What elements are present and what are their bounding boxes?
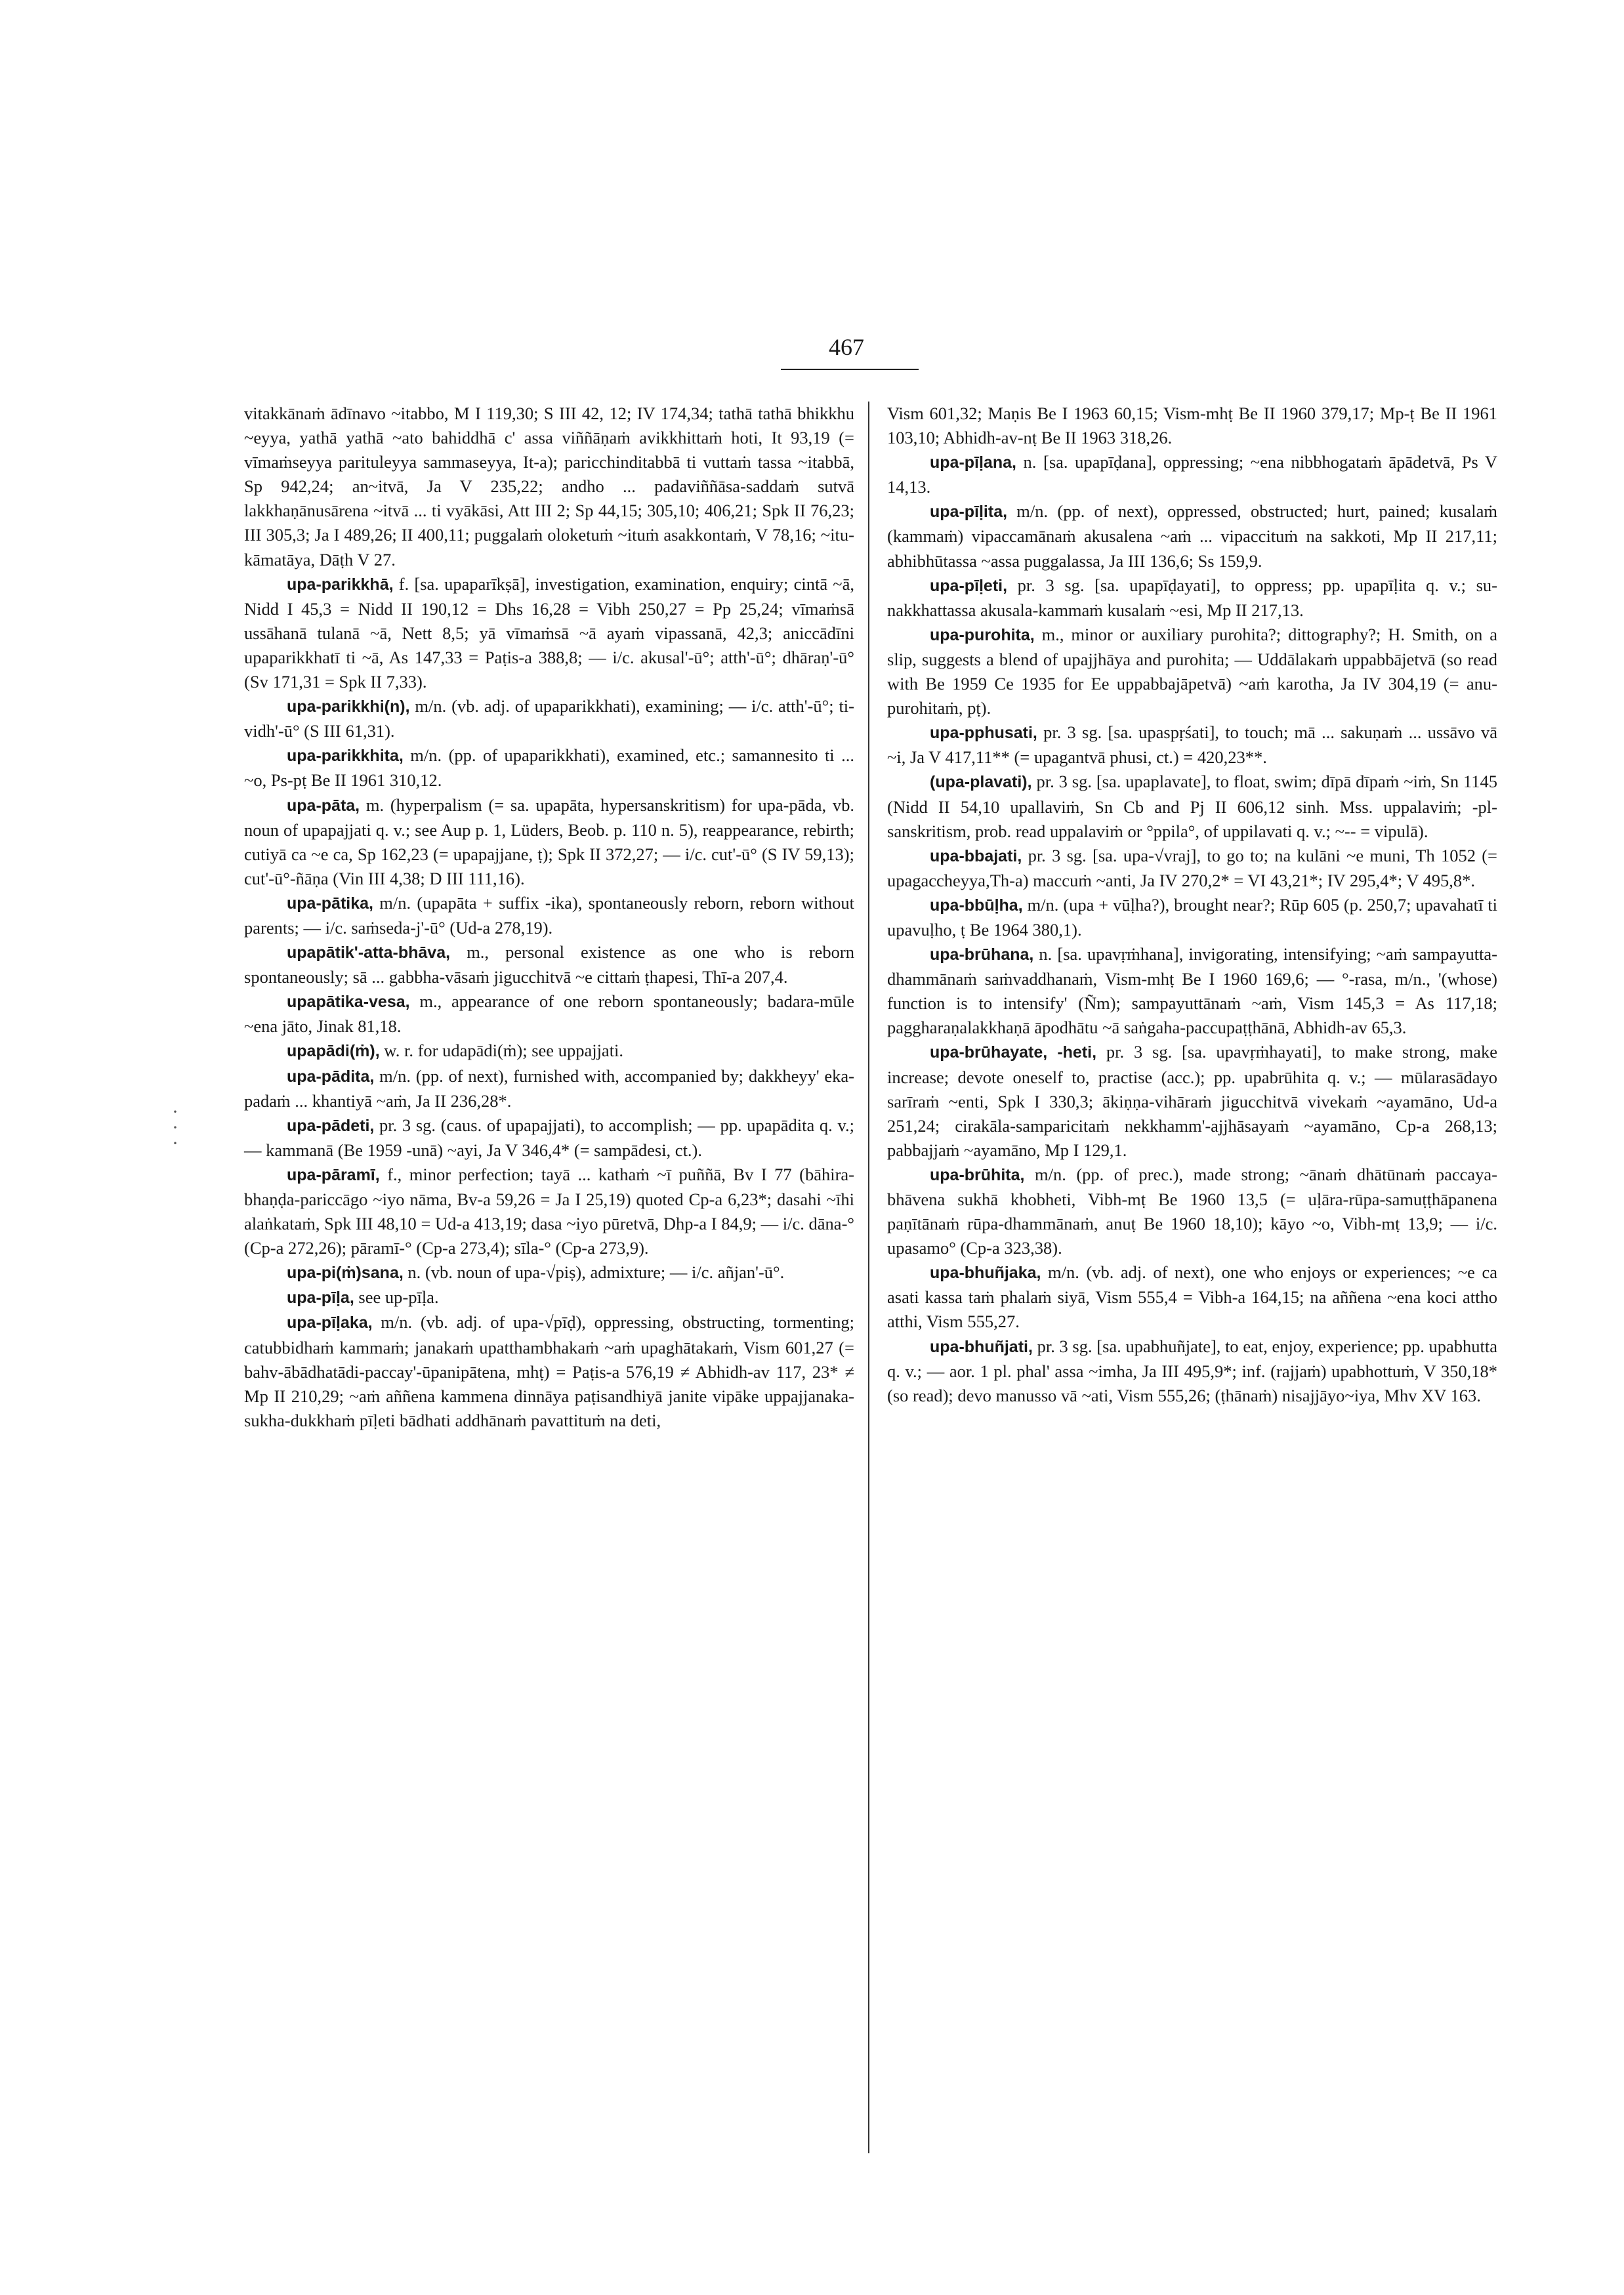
entry-headword: upa-brūhana, [930,945,1034,964]
entry-headword: upa-bhuñjati, [930,1337,1033,1356]
dictionary-entry [244,1285,854,1310]
entry-headword: upapātika-vesa, [287,993,410,1012]
dictionary-entry [887,402,1497,450]
dictionary-entry [887,499,1497,573]
entry-headword: upa-bbajati, [930,846,1022,865]
entry-body: pr. 3 sg. [sa. upavṛṁhayati], to make strong, make increase; devote oneself to, practise (acc.); pp. upabrūhita q. v.; — mūlarasādayo sarīraṁ ~enti, Spk I 330,3; ākiṇṇa-vihāraṁ jigucchitvā vivekaṁ ~ayamāno, Ud-a 251,24; cirakāla-samparicitaṁ nekkhamm'-ajjhāsayaṁ ~ayamāno, Cp-a 268,13; pabbajjaṁ ~ayamāno, Mp I 129,1. [887,1042,1498,1160]
entry-body: f. [sa. upaparīkṣā], investigation, examination, enquiry; cintā ~ā, Nidd I 45,3 = Nidd II 190,12 = Dhs 16,28 = Vibh 250,27 = Pp 25,24; vīmaṁsā ussāhanā tulanā ~ā, Nett 8,5; yā vīmaṁsā ~ā ayaṁ vipassanā, 42,3; aniccādīni upaparikkhatī ti ~ā, As 147,33 = Paṭis-a 388,8; — i/c. akusal'-ū°; atth'-ū°; dhāraṇ'-ū° (Sv 171,31 = Spk II 7,33). [244,573,854,692]
entry-headword: upa-pāta, [287,796,360,815]
entry-headword: upa-bhuñjaka, [930,1264,1041,1283]
entry-headword: upa-parikkhā, [287,575,394,594]
dictionary-entry [887,720,1497,770]
entry-headword: upapādi(ṁ), [287,1042,380,1061]
page-number: 467 [829,334,864,360]
dictionary-entry [244,1260,854,1285]
dictionary-entry [887,770,1497,843]
entry-body: pr. 3 sg. [sa. upaspṛśati], to touch; mā ... sakuṇaṁ ... ussāvo vā ~i, Ja V 417,11** (= upagantvā phusi, ct.) = 420,23**. [887,722,1498,768]
dictionary-entry [244,1310,854,1432]
dictionary-entry [244,1113,854,1163]
entry-body: pr. 3 sg. [sa. upabhuñjate], to eat, enjoy, experience; pp. upabhutta q. v.; — aor. 1 pl. phal' assa ~imha, Ja III 495,9*; inf. (rajjaṁ) upabhottuṁ, V 350,18* (so read); devo manusso vā ~ati, Vism 555,26; (ṭhānaṁ) nisajjāyo~iya, Mhv XV 163. [887,1336,1498,1405]
column-divider [868,402,869,2153]
entry-headword: upa-pādeti, [287,1116,375,1135]
entry-body: n. [sa. upapīḍana], oppressing; ~ena nibbhogataṁ āpādetvā, Ps V 14,13. [887,452,1498,497]
entry-body: m/n. (pp. of upaparikkhati), examined, etc.; samannesito ti ... ~o, Ps-pṭ Be II 1961 310,12. [244,745,854,791]
entry-body: Vism 601,32; Maṇis Be I 1963 60,15; Vism-mhṭ Be II 1960 379,17; Mp-ṭ Be II 1961 103,10; Abhidh-av-nṭ Be II 1963 318,26. [887,403,1497,448]
entry-body: m/n. (vb. adj. of next), one who enjoys or experiences; ~e ca asati kassa taṁ phalaṁ siyā, Vism 555,4 = Vibh-a 164,15; na aññena ~ena koci attho atthi, Vism 555,27. [887,1262,1497,1332]
entry-body: m/n. (upapāta + suffix -ika), spontaneously reborn, reborn without parents; — i/c. saṁseda-j'-ū° (Ud-a 278,19). [244,892,855,938]
dictionary-entry [244,572,854,694]
entry-body: m/n. (pp. of prec.), made strong; ~ānaṁ dhātūnaṁ paccaya-bhāvena sukhā khobheti, Vibh-mṭ Be 1960 13,5 (= uḷāra-rūpa-samuṭṭhāpanena paṇītānaṁ rūpa-dhammānaṁ, anuṭ Be 1960 18,10); kāyo ~o, Vibh-mṭ 13,9; — i/c. upasamo° (Cp-a 323,38). [887,1164,1498,1258]
entry-body: n. (vb. noun of upa-√piṣ), admixture; — i/c. añjan'-ū°. [407,1262,785,1283]
dictionary-entry [887,1334,1497,1408]
entry-body: m., appearance of one reborn spontaneously; badara-mūle ~ena jāto, Jinak 81,18. [244,991,855,1037]
entry-body: pr. 3 sg. (caus. of upapajjati), to accomplish; — pp. upapādita q. v.; — kammanā (Be 1959 -unā) ~ayi, Ja V 346,4* (= sampādesi, ct.). [244,1115,854,1160]
entry-headword: upa-brūhita, [930,1165,1025,1184]
entry-headword: upapātik'-atta-bhāva, [287,943,451,962]
dictionary-entry [244,793,854,891]
margin-marks: · · · [172,1101,178,1154]
entry-headword: upa-pīḷaka, [287,1313,373,1333]
entry-body: m/n. (vb. adj. of upaparikkhati), examining; — i/c. atth'-ū°; ti-vidh'-ū° (S III 61,31). [244,696,854,741]
dictionary-entry [887,1260,1497,1334]
entry-headword: upa-pīḷana, [930,453,1016,472]
entry-body: vitakkānaṁ ādīnavo ~itabbo, M I 119,30; S III 42, 12; IV 174,34; tathā tathā bhikkhu ~eyya, yathā yathā ~ato bahiddhā c' assa viññāṇaṁ avikkhittaṁ hoti, It 93,19 (= vīmaṁseyya parituleyya sammaseyya, It-a); paricchinditabbā ti vuttaṁ tassa ~itabbā, Sp 942,24; an~itvā, Ja V 235,22; andho ... padaviññāsa-saddaṁ sutvā lakkhaṇānusārena ~itvā ... ti vyākāsi, Att III 2; Sp 44,15; 305,10; 406,21; Spk II 76,23; III 305,3; Ja I 489,26; II 400,11; puggalaṁ oloketuṁ ~ituṁ asakkontaṁ, V 78,16; ~itu-kāmatāya, Dāṭh V 27. [244,403,854,569]
dictionary-entry [244,989,854,1039]
dictionary-entry [244,694,854,743]
entry-body: see up-pīḷa. [358,1287,439,1308]
entry-headword: upa-brūhayate, -heti, [930,1043,1097,1062]
entry-body: m/n. (upa + vūḷha?), brought near?; Rūp 605 (p. 250,7; upavahatī ti upavuḷho, ṭ Be 1964 380,1). [887,894,1497,940]
entry-body: m., personal existence as one who is reborn spontaneously; sā ... gabbha-vāsaṁ jigucchitvā ~e cittaṁ ṭhapesi, Thī-a 207,4. [244,942,854,987]
entry-headword: upa-pīḷita, [930,503,1008,522]
entry-headword: upa-purohita, [930,625,1035,644]
entry-body: m., minor or auxiliary purohita?; dittography?; H. Smith, on a slip, suggests a blend of upajjhāya and purohita; — Uddālakaṁ uppabbājetvā (so read with Be 1959 Ce 1935 for Ee uppabbajāpetvā) ~aṁ karotha, Ja IV 304,19 (= anu-purohitaṁ, pṭ). [887,624,1498,718]
entry-body: m. (hyperpalism (= sa. upapāta, hypersanskritism) for upa-pāda, vb. noun of upapajjati q. v.; see Aup p. 1, Lüders, Beob. p. 110 n. 5), reappearance, rebirth; cutiyā ca ~e ca, Sp 162,23 (= upapajjane, ṭ); Spk II 372,27; — i/c. cut'-ū° (S IV 59,13); cut'-ū°-ñāṇa (Vin III 4,38; D III 111,16). [244,795,855,888]
entry-headword: upa-pi(ṁ)sana, [287,1264,404,1283]
entry-headword: upa-pāramī, [287,1165,380,1184]
dictionary-entry [887,573,1497,623]
entry-headword: (upa-plavati), [930,773,1032,792]
dictionary-entry [887,450,1497,499]
dictionary-entry [244,1039,854,1064]
left-column [244,402,854,1433]
dictionary-entry [887,1040,1497,1162]
entry-headword: upa-pātika, [287,894,373,913]
dictionary-entry [887,942,1497,1040]
entry-headword: upa-pīḷeti, [930,576,1008,595]
entry-body: w. r. for udapādi(ṁ); see uppajjati. [384,1041,624,1061]
entry-body: n. [sa. upavṛṁhana], invigorating, intensifying; ~aṁ sampayutta-dhammānaṁ saṁvaddhanaṁ, Vism-mhṭ Be I 1960 169,6; — °-rasa, m/n., '(whose) function is to intensify' (Ñm); sampayuttānaṁ ~aṁ, Vism 145,3 = As 117,18; paggharaṇalakkhaṇā āpodhātu ~ā saṅgaha-paccupaṭṭhānā, Abhidh-av 65,3. [887,944,1498,1038]
entry-body: pr. 3 sg. [sa. upaplavate], to float, swim; dīpā dīpaṁ ~iṁ, Sn 1145 (Nidd II 54,10 upallaviṁ, Sn Cb and Pj II 606,12 sinh. Mss. uppalaviṁ; -pl- sanskritism, prob. read uppalaviṁ or °ppila°, of uppilavati q. v.; ~-- = vipulā). [887,772,1497,841]
dictionary-entry [887,1163,1497,1260]
entry-headword: upa-parikkhita, [287,747,404,766]
entry-body: m/n. (vb. adj. of upa-√pīḍ), oppressing, obstructing, tormenting; catubbidhaṁ kammaṁ; janakaṁ upatthambhakaṁ ~aṁ upaghātakaṁ, Vism 601,27 (= bahv-ābādhatādi-paccay'-ūpanipātena, mhṭ) = Paṭis-a 576,19 ≠ Abhidh-av 117, 23* ≠ Mp II 210,29; ~aṁ aññena kammena dinnāya paṭisandhiyā janite vipāke uppajjanaka-sukha-dukkhaṁ pīḷeti bādhati addhānaṁ pavattituṁ na deti, [244,1312,854,1430]
dictionary-entry [244,891,854,940]
entry-headword: upa-pphusati, [930,724,1037,743]
entry-body: f., minor perfection; tayā ... kathaṁ ~ī puññā, Bv I 77 (bāhira-bhaṇḍa-pariccāgo ~iyo nāma, Bv-a 59,26 = Ja I 25,19) quoted Cp-a 6,23*; dasahi ~īhi alaṅkataṁ, Spk III 48,10 = Ud-a 413,19; dasa ~iyo pūretvā, Dhp-a I 84,9; — i/c. dāna-° (Cp-a 272,26); pāramī-° (Cp-a 273,4); sīla-° (Cp-a 273,9). [244,1164,855,1258]
page-number-rule [781,369,919,370]
entry-headword: upa-parikkhi(n), [287,697,410,716]
dictionary-entry [244,1163,854,1260]
dictionary-entry [887,844,1497,893]
entry-body: m/n. (pp. of next), furnished with, accompanied by; dakkheyy' eka-padaṁ ... khantiyā ~aṁ, Ja II 236,28*. [244,1065,855,1111]
dictionary-entry [887,623,1497,720]
entry-body: pr. 3 sg. [sa. upa-√vraj], to go to; na kulāni ~e muni, Th 1052 (= upagaccheyya,Th-a) maccuṁ ~anti, Ja IV 270,2* = VI 43,21*; IV 295,4*; V 495,8*. [887,845,1497,890]
dictionary-entry [244,402,854,572]
entry-body: m/n. (pp. of next), oppressed, obstructed; hurt, pained; kusalaṁ (kammaṁ) vipaccamānaṁ akusalena ~aṁ ... vipaccituṁ na sakkoti, Mp II 217,11; abhibhūtassa ~assa puggalassa, Ja III 136,6; Ss 159,9. [887,501,1498,571]
entry-headword: upa-pīḷa, [287,1289,354,1308]
entry-headword: upa-bbūḷha, [930,896,1023,915]
entry-headword: upa-pādita, [287,1067,375,1086]
dictionary-entry [244,940,854,989]
entry-body: pr. 3 sg. [sa. upapīḍayati], to oppress; pp. upapīḷita q. v.; su-nakkhattassa akusala-kammaṁ kusalaṁ ~esi, Mp II 217,13. [887,575,1497,620]
dictionary-entry [244,743,854,793]
dictionary-entry [887,893,1497,942]
right-column [887,402,1497,1408]
dictionary-entry [244,1064,854,1113]
